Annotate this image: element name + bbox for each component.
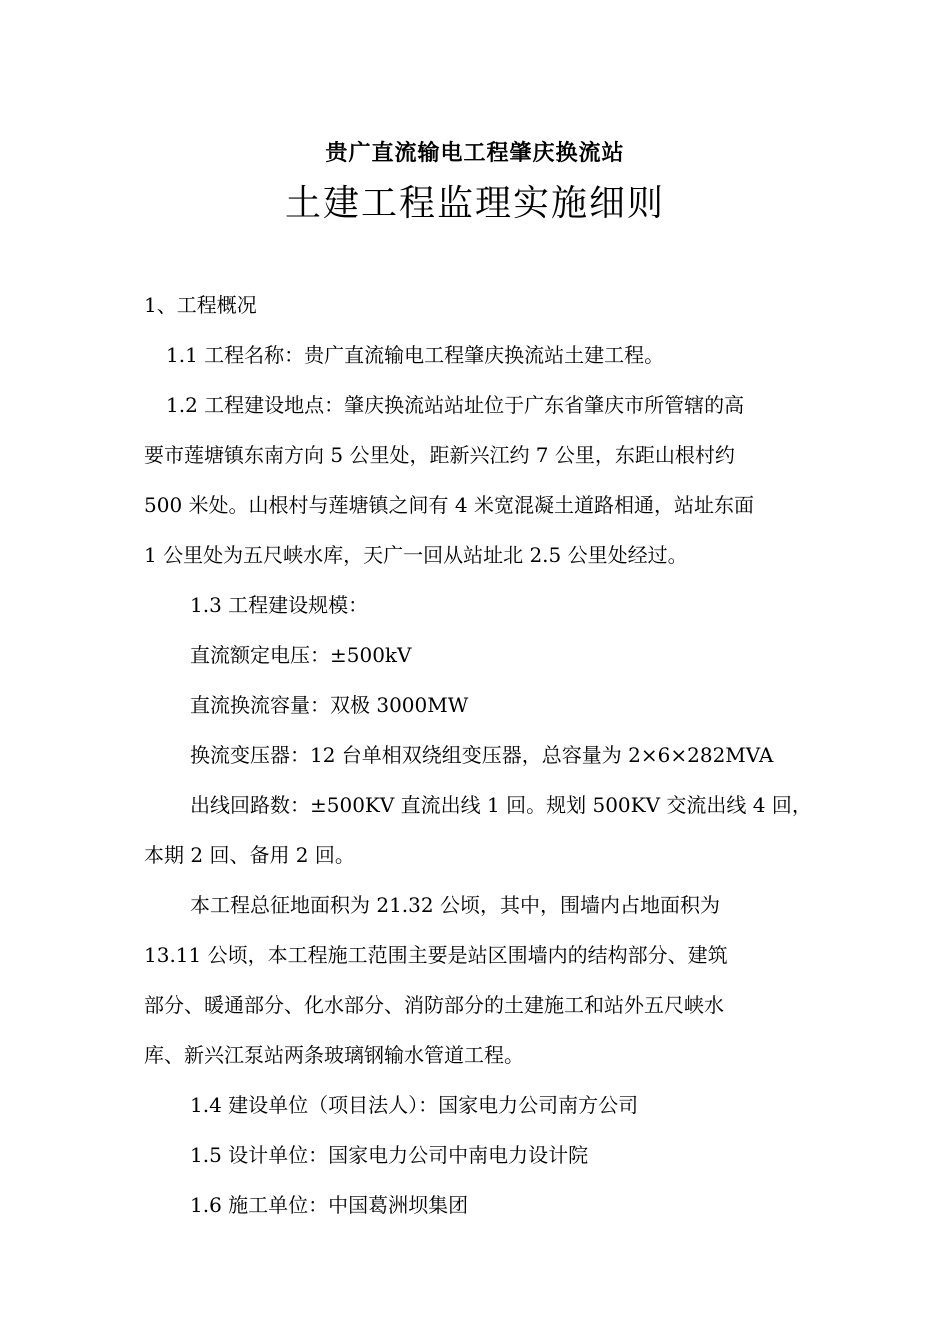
paragraph-dc-capacity: 直流换流容量：双极 3000MW (190, 693, 469, 717)
paragraph-designer: 1.5 设计单位：国家电力公司中南电力设计院 (190, 1143, 589, 1167)
paragraph-area-line3: 部分、暖通部分、化水部分、消防部分的土建施工和站外五尺峡水 (144, 993, 724, 1017)
paragraph-outlet-line2: 本期 2 回、备用 2 回。 (144, 843, 355, 867)
paragraph-location-line3: 500 米处。山根村与莲塘镇之间有 4 米宽混凝土道路相通，站址东面 (144, 493, 754, 517)
paragraph-area-line1: 本工程总征地面积为 21.32 公顷，其中，围墙内占地面积为 (190, 893, 720, 917)
paragraph-scale-heading: 1.3 工程建设规模： (190, 593, 369, 617)
paragraph-area-line4: 库、新兴江泵站两条玻璃钢输水管道工程。 (144, 1043, 524, 1067)
paragraph-owner: 1.4 建设单位（项目法人）：国家电力公司南方公司 (190, 1093, 639, 1117)
paragraph-transformer: 换流变压器：12 台单相双绕组变压器，总容量为 2×6×282MVA (190, 743, 774, 767)
paragraph-area-line2: 13.11 公顷，本工程施工范围主要是站区围墙内的结构部分、建筑 (144, 943, 728, 967)
paragraph-location-line2: 要市莲塘镇东南方向 5 公里处，距新兴江约 7 公里，东距山根村约 (144, 443, 735, 467)
document-body (144, 280, 814, 1230)
paragraph-location-line4: 1 公里处为五尺峡水库，天广一回从站址北 2.5 公里处经过。 (144, 543, 688, 567)
paragraph-dc-voltage: 直流额定电压：±500kV (190, 643, 412, 667)
paragraph-outlet-line1: 出线回路数：±500KV 直流出线 1 回。规划 500KV 交流出线 4 回， (190, 793, 812, 817)
paragraph-contractor: 1.6 施工单位：中国葛洲坝集团 (190, 1193, 469, 1217)
document-title-line2: 土建工程监理实施细则 (284, 183, 665, 224)
paragraph-location-line1: 1.2 工程建设地点：肇庆换流站站址位于广东省肇庆市所管辖的高 (166, 393, 745, 417)
paragraph-project-name: 1.1 工程名称：贵广直流输电工程肇庆换流站土建工程。 (166, 343, 665, 367)
section-heading-overview: 1、工程概况 (144, 293, 257, 317)
document-title-line1: 贵广直流输电工程肇庆换流站 (325, 140, 625, 166)
